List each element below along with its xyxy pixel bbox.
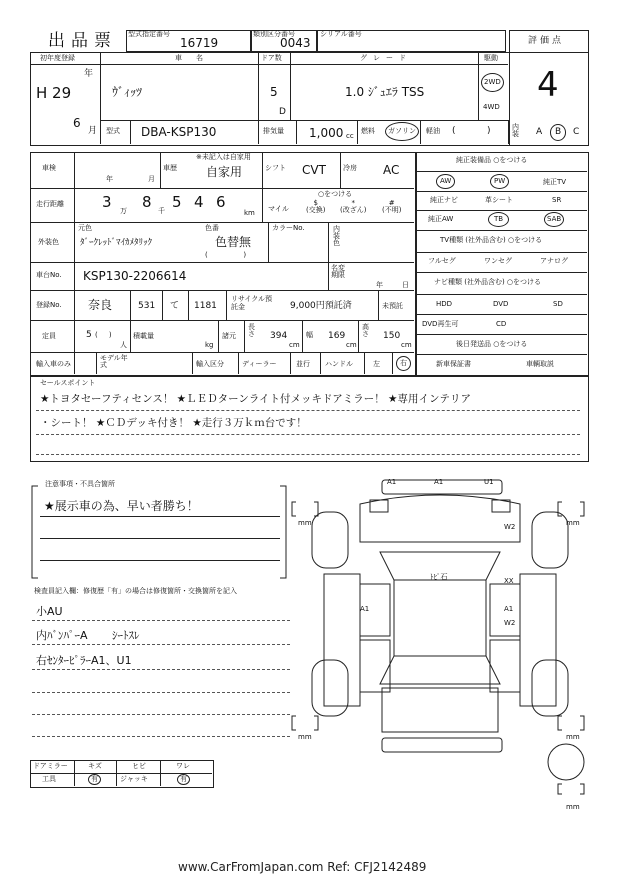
pw-option: PW bbox=[490, 174, 509, 189]
form-number-label: 型式指定番号 bbox=[128, 30, 170, 38]
interior-grade-label: 内装 bbox=[512, 123, 519, 138]
sen-unit: 千 bbox=[158, 207, 165, 215]
scratch-label: キズ bbox=[88, 762, 102, 770]
sales-point-line-2: ・シート！ ★ＣＤデッキ付き！ ★走行３万ｋｍ台です！ bbox=[40, 417, 307, 429]
mileage-digit: 6 bbox=[216, 193, 226, 211]
color-no-label: 色番 bbox=[205, 224, 219, 232]
navi-type-label: ナビ種類 (社外品含む) ○をつける bbox=[434, 278, 542, 286]
orig-color-label: 元色 bbox=[78, 224, 92, 232]
mm-front-left: mm bbox=[298, 519, 312, 527]
mileage-mark-label: ○をつける bbox=[318, 190, 353, 198]
car-name-label: 車名 bbox=[175, 54, 217, 62]
height: 150 bbox=[383, 331, 401, 341]
fuel-other-paren: ( ) bbox=[452, 126, 491, 136]
handle-label: ハンドル bbox=[325, 360, 353, 368]
light-oil-label: 軽油 bbox=[426, 127, 440, 135]
length-label: 長さ bbox=[248, 323, 255, 338]
man-unit: 万 bbox=[120, 207, 127, 215]
interior-grade-c: C bbox=[573, 127, 580, 137]
inspector-line-3: 右ｾﾝﾀｰﾋﾟﾗｰA1、U1 bbox=[36, 654, 132, 667]
left-side-mark-a1: A1 bbox=[360, 605, 370, 613]
dvd-player-option: DVD再生可 bbox=[422, 320, 459, 328]
color-change: 色替無 bbox=[215, 235, 252, 249]
first-reg-year-unit: 年 bbox=[84, 69, 94, 79]
first-reg-month-unit: 月 bbox=[88, 126, 98, 136]
leather-seat-option: 革シート bbox=[485, 196, 513, 204]
width-label: 幅 bbox=[306, 331, 313, 339]
class-number-label: 類別区分番号 bbox=[253, 30, 295, 38]
model-year-label: モデル年式 bbox=[100, 354, 128, 369]
shaken-label: 車検 bbox=[42, 164, 56, 172]
mm-rear-left: mm bbox=[298, 733, 312, 741]
tools-present: 有 bbox=[88, 774, 101, 785]
name-change-year: 年 bbox=[376, 281, 383, 289]
dvd-option: DVD bbox=[493, 300, 509, 308]
length: 394 bbox=[270, 331, 288, 341]
km-unit: km bbox=[244, 209, 255, 217]
tools-label: 工具 bbox=[42, 775, 56, 783]
watermark: www.CarFromJapan.com Ref: CFJ2142489 bbox=[178, 860, 427, 874]
door-count: 5 bbox=[270, 85, 278, 99]
mm-front-right: mm bbox=[566, 519, 580, 527]
shift-label: シフト bbox=[265, 164, 286, 172]
car-type: 自家用 bbox=[206, 165, 243, 179]
right-front-wheel-mark: W2 bbox=[504, 523, 516, 531]
first-reg-month: 6 bbox=[73, 116, 81, 130]
front-damage-mark-3: U1 bbox=[484, 478, 494, 486]
drive-label: 駆動 bbox=[484, 54, 498, 62]
mm-rear-right: mm bbox=[566, 733, 580, 741]
shaken-month-unit: 月 bbox=[148, 175, 155, 183]
model: DBA-KSP130 bbox=[141, 125, 217, 139]
recycle-deposit: 9,000円預託済 bbox=[290, 301, 352, 311]
drive-2wd: 2WD bbox=[481, 73, 504, 92]
handle-right: 右 bbox=[396, 356, 411, 371]
sab-option: SAB bbox=[544, 212, 564, 227]
fullseg-option: フルセグ bbox=[428, 257, 456, 265]
ac-label: 冷房 bbox=[343, 164, 357, 172]
car-type-label: 車歴 bbox=[163, 164, 177, 172]
mile-label: マイル bbox=[268, 205, 289, 213]
notes-line-1: ★展示車の為、早い者勝ち！ bbox=[44, 499, 199, 513]
chassis-label: 車台No. bbox=[36, 271, 62, 279]
genuine-aw-option: 純正AW bbox=[428, 215, 454, 223]
car-body-diagram bbox=[290, 472, 590, 812]
door-type: D bbox=[279, 107, 286, 117]
color-paren: ( ) bbox=[205, 251, 247, 259]
oneseg-option: ワンセグ bbox=[484, 257, 512, 265]
sales-point-line-1: ★トヨタセーフティセンス！ ★ＬＥＤターンライト付メッキドアミラー！ ★専用インテリア bbox=[40, 393, 471, 405]
name-change-day: 日 bbox=[402, 281, 409, 289]
genuine-navi-option: 純正ナビ bbox=[430, 196, 458, 204]
mileage-digit: 5 bbox=[172, 193, 182, 211]
recycle-none: 未預託 bbox=[382, 302, 403, 310]
page-title: 出品票 bbox=[48, 31, 117, 51]
capacity-label: 定員 bbox=[42, 332, 56, 340]
score-value: 4 bbox=[537, 65, 559, 105]
interior-grade-b: B bbox=[550, 124, 566, 141]
front-damage-mark-2: A1 bbox=[434, 478, 444, 486]
inspector-line-2b: ｼｰﾄｽﾚ bbox=[112, 629, 140, 642]
reg-class: 531 bbox=[138, 301, 156, 311]
model-label: 型式 bbox=[106, 127, 120, 135]
mile-swap: $ (交換) bbox=[306, 199, 326, 214]
door-label: ドア数 bbox=[261, 54, 282, 62]
recycle-label: リサイクル預託金 bbox=[231, 295, 273, 312]
inspector-line-1: 小AU bbox=[36, 605, 63, 618]
jack-present: 有 bbox=[177, 774, 190, 785]
tb-option: TB bbox=[488, 212, 509, 227]
mileage-label: 走行距離 bbox=[36, 200, 64, 208]
first-reg-year: H 29 bbox=[36, 84, 72, 102]
ac: AC bbox=[383, 163, 400, 177]
load-label: 積載量 bbox=[133, 332, 154, 340]
displacement-label: 排気量 bbox=[263, 127, 284, 135]
color-code-label: カラーNo. bbox=[272, 224, 305, 232]
inspector-line-2a: 内ﾊﾞﾝﾊﾟｰA bbox=[36, 629, 88, 642]
grade-label: グレード bbox=[360, 54, 412, 62]
width: 169 bbox=[328, 331, 346, 341]
manual-option: 車輌取説 bbox=[526, 360, 554, 368]
interior-color-label: 内装色 bbox=[333, 225, 340, 247]
name-change-label: 名変期限 bbox=[331, 264, 345, 279]
import-type-label: 輸入区分 bbox=[196, 360, 224, 368]
reg-label: 登録No. bbox=[36, 301, 62, 309]
mileage-digit: 3 bbox=[102, 193, 112, 211]
mm-spare: mm bbox=[566, 803, 580, 811]
dealer-option: ディーラー bbox=[242, 360, 277, 368]
reg-number: 1181 bbox=[194, 301, 217, 311]
car-type-note: ※未記入は自家用 bbox=[196, 153, 251, 161]
grade: 1.0 ｼﾞｭｴﾗ TSS bbox=[345, 85, 425, 99]
color-label: 外装色 bbox=[38, 238, 59, 246]
jack-label: ジャッキ bbox=[120, 775, 148, 783]
sunroof-option: SR bbox=[552, 196, 562, 204]
first-reg-label: 初年度登録 bbox=[40, 54, 75, 62]
right-side-mark-xx: XX bbox=[504, 577, 514, 585]
aw-option: AW bbox=[436, 174, 455, 189]
dims-label: 諸元 bbox=[222, 332, 236, 340]
capacity-unit: 人 bbox=[120, 341, 127, 349]
handle-left: 左 bbox=[373, 360, 380, 368]
cc-unit: cc bbox=[346, 132, 354, 140]
hdd-option: HDD bbox=[436, 300, 453, 308]
capacity-paren: ( ) bbox=[95, 331, 112, 339]
fuel-gasoline: ガソリン bbox=[385, 122, 419, 141]
length-cm: cm bbox=[289, 341, 300, 349]
sd-option: SD bbox=[553, 300, 563, 308]
cd-option: CD bbox=[496, 320, 507, 328]
import-label: 輸入車のみ bbox=[36, 360, 71, 368]
shaken-year-unit: 年 bbox=[106, 175, 113, 183]
right-side-mark-a1: A1 bbox=[504, 605, 514, 613]
break-label: ワレ bbox=[176, 762, 190, 770]
mirror-label: ドアミラー bbox=[33, 762, 68, 770]
width-cm: cm bbox=[346, 341, 357, 349]
mile-tamper: * (改ざん) bbox=[340, 199, 367, 214]
interior-grade-a: A bbox=[536, 127, 543, 137]
form-number-value: 16719 bbox=[180, 36, 219, 50]
shift: CVT bbox=[302, 163, 326, 177]
crack-label: ヒビ bbox=[132, 762, 146, 770]
parallel-option: 並行 bbox=[296, 360, 310, 368]
capacity: 5 bbox=[86, 330, 92, 340]
car-name: ｳﾞｨｯﾂ bbox=[112, 85, 143, 99]
displacement: 1,000 bbox=[309, 126, 344, 140]
genuine-tv-option: 純正TV bbox=[543, 178, 567, 186]
front-damage-mark-1: A1 bbox=[387, 478, 397, 486]
drive-4wd: 4WD bbox=[483, 103, 500, 111]
reg-place: 奈良 bbox=[88, 298, 113, 312]
load-unit: kg bbox=[205, 341, 214, 349]
later-shipment-label: 後日発送品 ○をつける bbox=[456, 340, 528, 348]
sales-point-label: セールスポイント bbox=[40, 379, 96, 387]
mile-unknown: # (不明) bbox=[382, 199, 402, 214]
inspector-label: 検査員記入欄：修復歴「有」の場合は修復箇所・交換箇所を記入 bbox=[34, 587, 237, 595]
genuine-equipment-label: 純正装備品 ○をつける bbox=[456, 156, 528, 164]
right-side-mark-w2: W2 bbox=[504, 619, 516, 627]
mileage-digit: 4 bbox=[194, 193, 204, 211]
class-number-value: 0043 bbox=[280, 36, 311, 50]
serial-label: シリアル番号 bbox=[320, 30, 362, 38]
reg-kana: て bbox=[170, 301, 180, 311]
mileage-digit: 8 bbox=[142, 193, 152, 211]
height-label: 高さ bbox=[362, 323, 369, 338]
warranty-option: 新車保証書 bbox=[436, 360, 471, 368]
fuel-label: 燃料 bbox=[361, 127, 375, 135]
height-cm: cm bbox=[401, 341, 412, 349]
score-label: 評価点 bbox=[528, 36, 565, 46]
chassis-number: KSP130-2206614 bbox=[83, 269, 187, 283]
analog-option: アナログ bbox=[540, 257, 568, 265]
tv-type-label: TV種類 (社外品含む) ○をつける bbox=[440, 236, 543, 244]
notes-label: 注意事項・不具合箇所 bbox=[42, 481, 118, 488]
color: ﾀﾞｰｸﾚｯﾄﾞﾏｲｶﾒﾀﾘｯｸ bbox=[80, 238, 153, 248]
roof-damage-mark: ﾄﾋﾟ石 bbox=[430, 573, 448, 581]
